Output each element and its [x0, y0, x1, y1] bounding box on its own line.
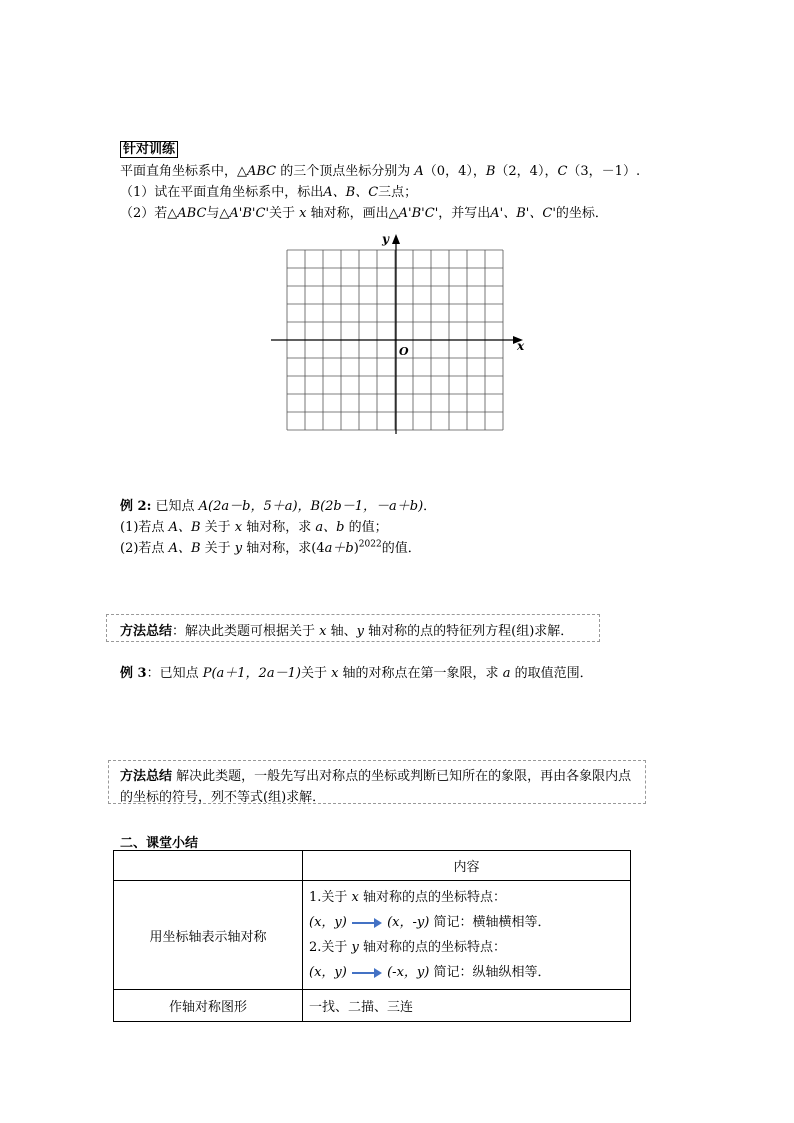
summary-table — [113, 850, 631, 1022]
y-axis-arrow-icon — [392, 234, 400, 244]
method-summary-2-line1: 方法总结 解决此类题，一般先写出对称点的坐标或判断已知所在的象限，再由各象限内点 — [120, 769, 632, 784]
table-row — [114, 990, 631, 1022]
row2-label: 作轴对称图形 — [114, 990, 303, 1022]
training-label: 针对训练 — [120, 138, 178, 157]
summary-heading: 二、课堂小结 — [120, 836, 199, 851]
y-axis-label: y — [382, 232, 389, 246]
right-arrow-icon — [351, 967, 383, 979]
table-header-content: 内容 — [303, 851, 631, 881]
example2-line: 例 2: 已知点 A(2a－b，5＋a)，B(2b－1，－a＋b)． — [120, 499, 437, 514]
row1-line3: 2.关于 y 轴对称的点的坐标特点： — [309, 940, 507, 955]
row1-line2: (x，y) (x，-y) 简记：横轴横相等． — [309, 915, 551, 930]
table-header-empty — [114, 851, 303, 881]
method-summary-2-line2: 的坐标的符号，列不等式(组)求解． — [120, 790, 326, 805]
table-header-row — [114, 851, 631, 881]
right-arrow-icon — [351, 917, 383, 929]
row1-line1: 1.关于 x 轴对称的点的坐标特点： — [309, 890, 507, 905]
coordinate-grid — [265, 228, 535, 440]
row1-content — [303, 881, 631, 990]
method-summary-1: 方法总结：解决此类题可根据关于 x 轴、y 轴对称的点的特征列方程(组)求解． — [120, 624, 574, 639]
training-q1: （1）试在平面直角坐标系中，标出A、B、C三点； — [120, 185, 418, 200]
example3-line: 例 3：已知点 P(a＋1，2a－1)关于 x 轴的对称点在第一象限，求 a 的取值范围． — [120, 666, 593, 681]
x-axis-label: x — [517, 339, 525, 353]
origin-label: O — [399, 345, 409, 358]
row1-line4: (x，y) (-x，y) 简记：纵轴纵相等． — [309, 965, 551, 980]
training-q2: （2）若△ABC与△A'B'C'关于 x 轴对称，画出△A'B'C'，并写出A'、B'、C'的坐标． — [120, 206, 608, 221]
row1-label: 用坐标轴表示轴对称 — [114, 881, 303, 990]
example2-q1: (1)若点 A、B 关于 x 轴对称，求 a、b 的值； — [120, 520, 388, 535]
example2-q2: (2)若点 A、B 关于 y 轴对称，求$(4a+b)^{2022}$的值． — [120, 539, 421, 556]
training-line1: 平面直角坐标系中，△ABC 的三个顶点坐标分别为 A（0，4），B（2，4），C（3，－1）. — [120, 164, 641, 179]
row2-content: 一找、二描、三连 — [303, 990, 631, 1022]
table-row — [114, 881, 631, 990]
